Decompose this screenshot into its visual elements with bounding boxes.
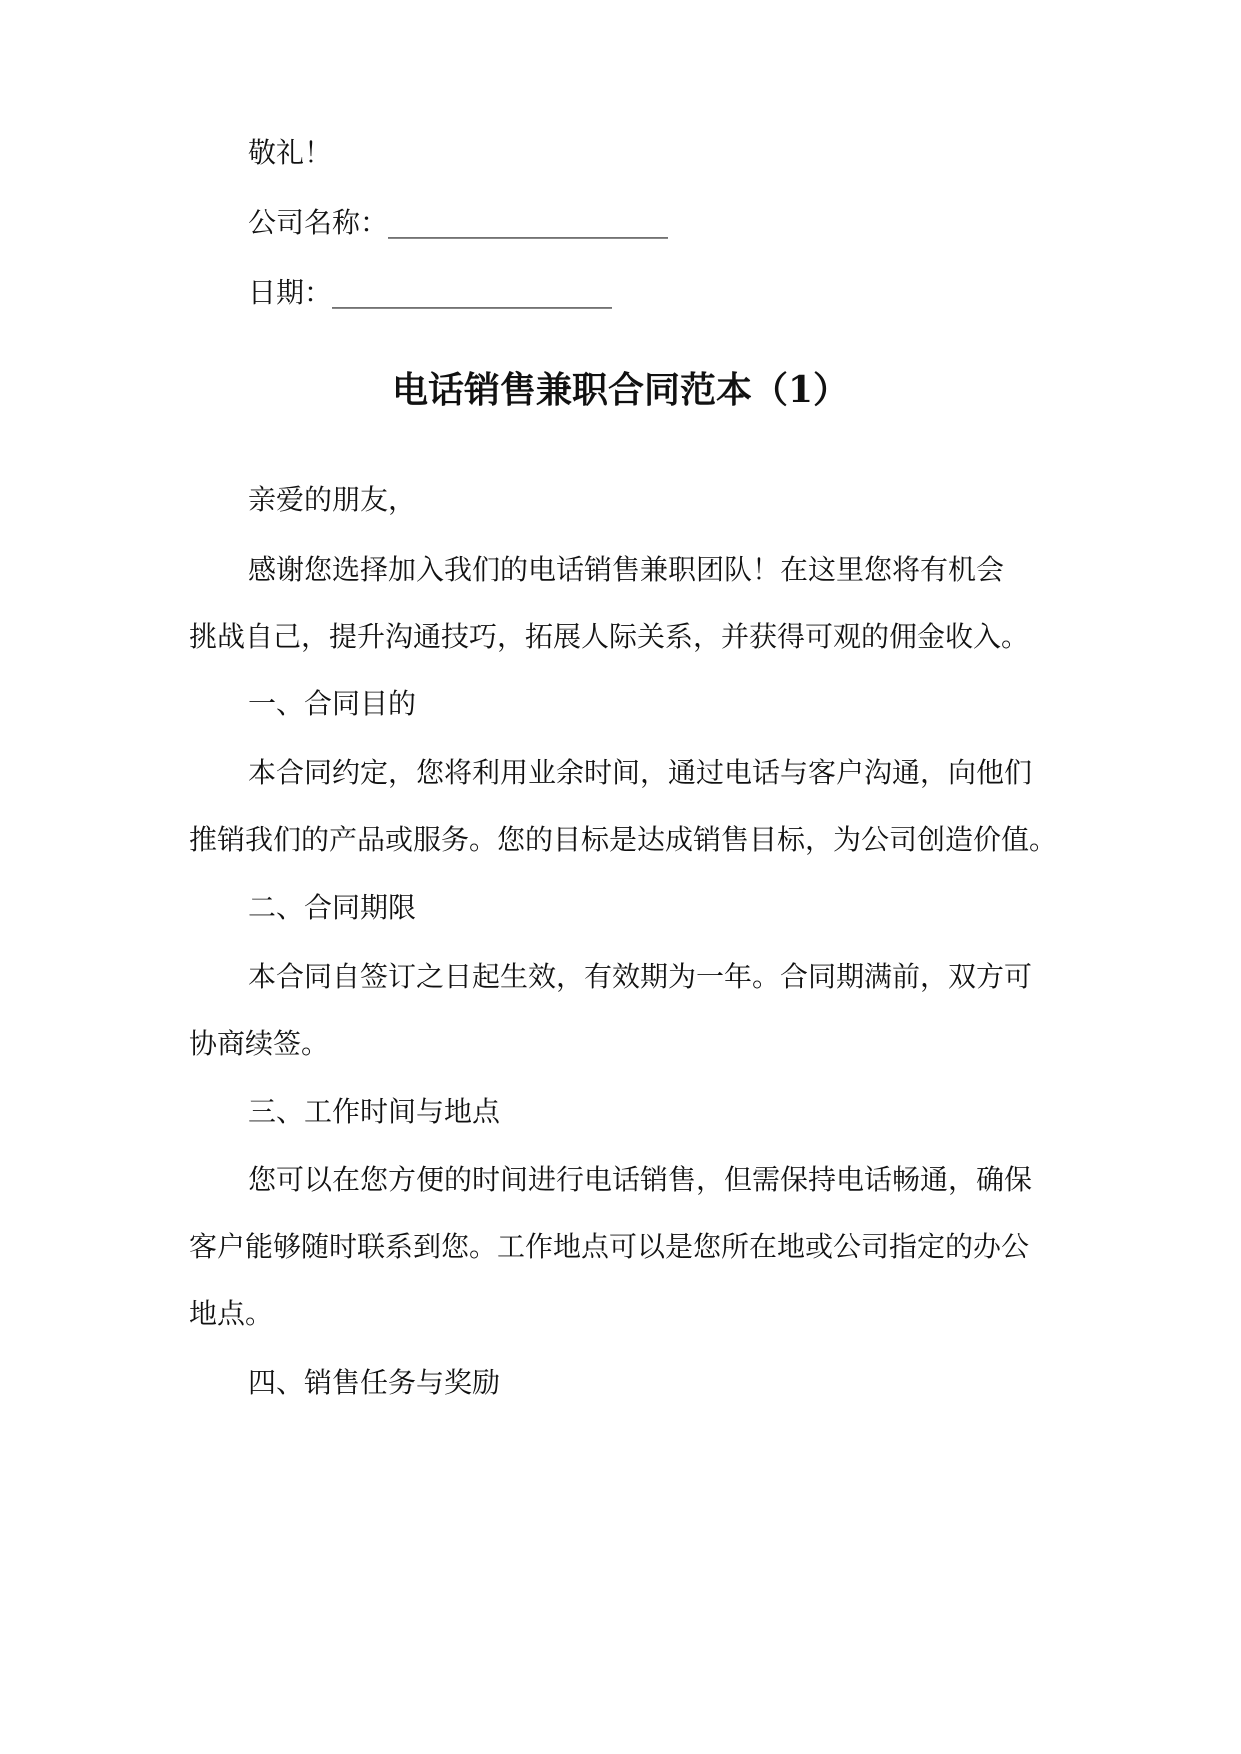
date-field [248, 273, 612, 313]
section-time-place-line-3: 地点。 [189, 1297, 274, 1330]
intro-paragraph-line-1: 感谢您选择加入我们的电话销售兼职团队！在这里您将有机会 [248, 553, 1005, 586]
intro-paragraph-line-2: 挑战自己，提升沟通技巧，拓展人际关系，并获得可观的佣金收入。 [189, 620, 1030, 653]
section-heading-purpose: 一、合同目的 [248, 687, 417, 720]
greeting: 亲爱的朋友， [248, 483, 417, 516]
section-term-line-1: 本合同自签订之日起生效，有效期为一年。合同期满前，双方可 [248, 960, 1033, 993]
company-name-field [248, 203, 668, 243]
section-purpose-line-1: 本合同约定，您将利用业余时间，通过电话与客户沟通，向他们 [248, 756, 1033, 789]
section-term-line-2: 协商续签。 [189, 1027, 330, 1060]
company-name-blank: ____________________ [388, 206, 669, 239]
date-blank: ____________________ [332, 276, 613, 309]
section-purpose-line-2: 推销我们的产品或服务。您的目标是达成销售目标，为公司创造价值。 [189, 823, 1058, 856]
section-time-place-line-2: 客户能够随时联系到您。工作地点可以是您所在地或公司指定的办公 [189, 1230, 1030, 1263]
section-heading-time-place: 三、工作时间与地点 [248, 1095, 501, 1128]
section-heading-term: 二、合同期限 [248, 891, 417, 924]
contract-title: 电话销售兼职合同范本（1） [391, 369, 850, 411]
section-time-place-line-1: 您可以在您方便的时间进行电话销售，但需保持电话畅通，确保 [248, 1163, 1033, 1196]
section-heading-sales-tasks: 四、销售任务与奖励 [248, 1366, 501, 1399]
date-label: 日期： [248, 276, 333, 309]
company-name-label: 公司名称： [248, 206, 389, 239]
closing-salutation: 敬礼！ [248, 136, 333, 169]
